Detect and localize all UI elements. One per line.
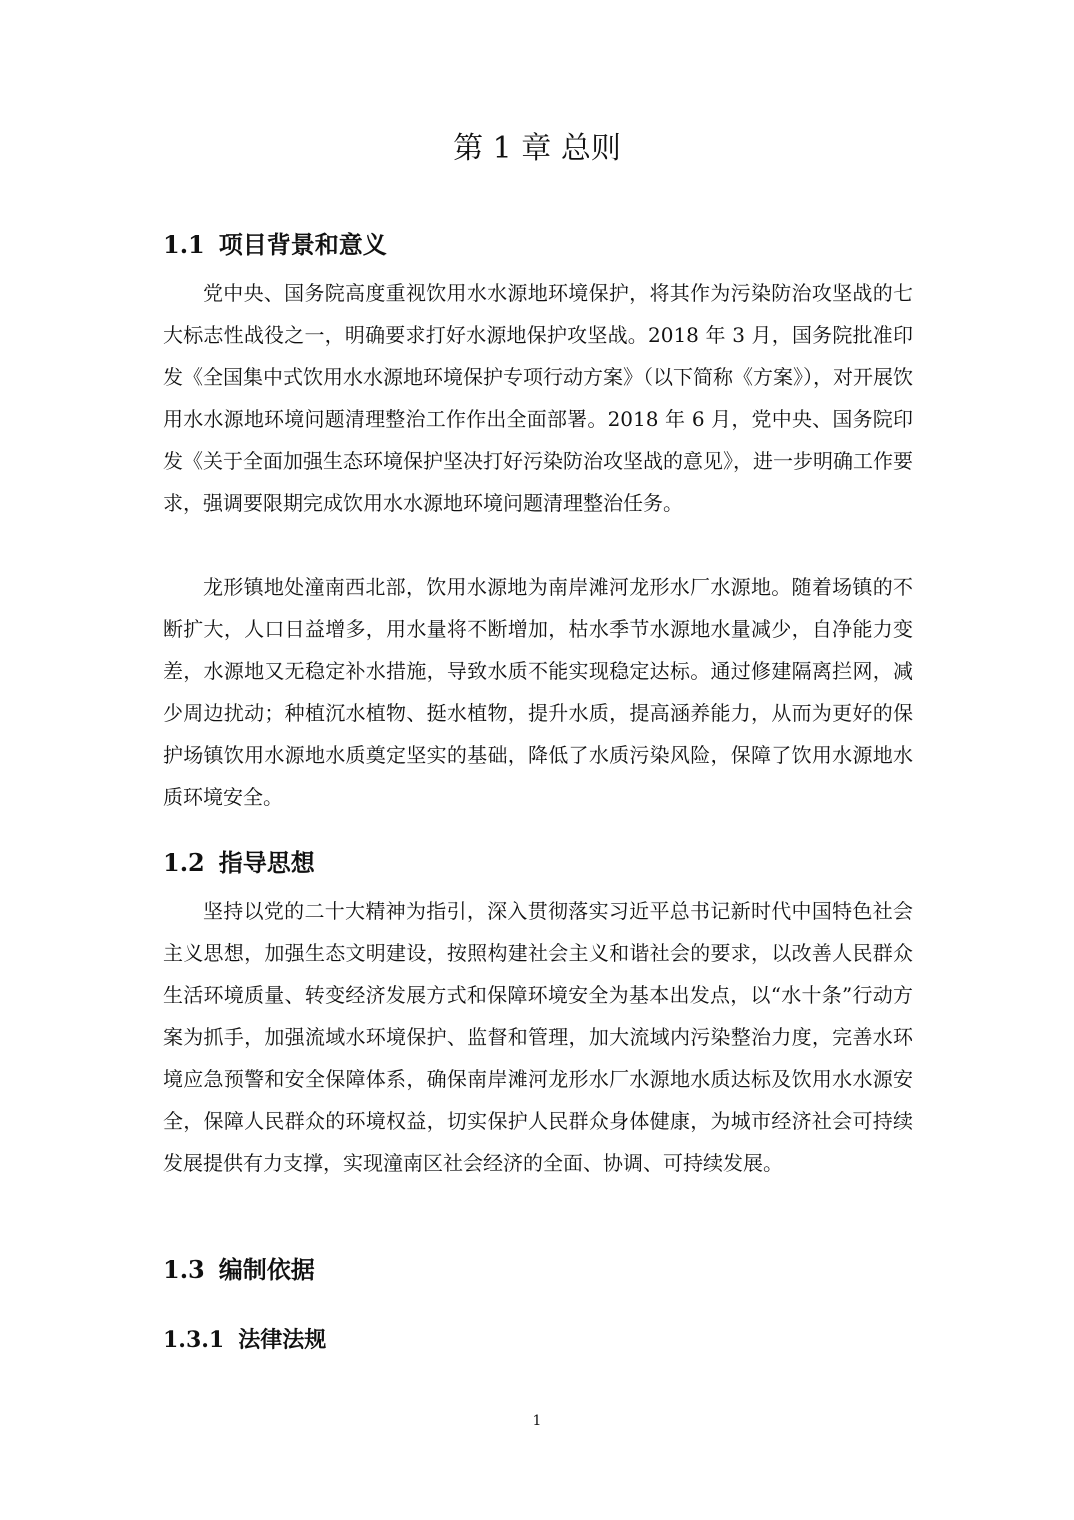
section-heading-1-3 (163, 1250, 315, 1290)
section-number: 1.1 (163, 230, 205, 259)
subsection-title: 法律法规 (238, 1327, 327, 1353)
subsection-number: 1.3.1 (163, 1327, 225, 1353)
paragraph-guiding-ideology: 坚持以党的二十大精神为指引，深入贯彻落实习近平总书记新时代中国特色社会主义思想，加强生态文明建设，按照构建社会主义和谐社会的要求，以改善人民群众生活环境质量、转变经济发展方式和保障环境安全为基本出发点，以“水十条”行动方案为抓手，加强流域水环境保护、监督和管理，加大流域内污染整治力度，完善水环境应急预警和安全保障体系，确保南岸滩河龙形水厂水源地水质达标及饮用水水源安全，保障人民群众的环境权益，切实保护人民群众身体健康，为城市经济社会可持续发展提供有力支撑，实现潼南区社会经济的全面、协调、可持续发展。 (163, 899, 913, 1175)
paragraph-background: 党中央、国务院高度重视饮用水水源地环境保护，将其作为污染防治攻坚战的七大标志性战役之一，明确要求打好水源地保护攻坚战。2018 年 3 月，国务院批准印发《全国集中式饮用水水源地环境保护专项行动方案》（以下简称《方案》），对开展饮用水水源地环境问题清理整治工作作出全面部署。2018 年 6 月，党中央、国务院印发《关于全面加强生态环境保护坚决打好污染防治攻坚战的意见》，进一步明确工作要求，强调要限期完成饮用水水源地环境问题清理整治任务。 (163, 281, 913, 515)
page-number: 1 (532, 1413, 542, 1429)
section-title: 编制依据 (218, 1255, 315, 1284)
section-number: 1.2 (163, 848, 205, 877)
section-heading-1-1 (163, 225, 387, 265)
subsection-heading-1-3-1 (163, 1320, 326, 1360)
paragraph-longxing-town: 龙形镇地处潼南西北部，饮用水源地为南岸滩河龙形水厂水源地。随着场镇的不断扩大，人口日益增多，用水量将不断增加，枯水季节水源地水量减少，自净能力变差，水源地又无稳定补水措施，导致水质不能实现稳定达标。通过修建隔离拦网，减少周边扰动；种植沉水植物、挺水植物，提升水质，提高涵养能力，从而为更好的保护场镇饮用水源地水质奠定坚实的基础，降低了水质污染风险，保障了饮用水源地水质环境安全。 (163, 575, 913, 809)
section-title: 项目背景和意义 (218, 230, 387, 259)
section-heading-1-2 (163, 843, 315, 883)
chapter-title: 第 1 章 总则 (453, 131, 621, 166)
section-number: 1.3 (163, 1255, 205, 1284)
section-title: 指导思想 (218, 848, 315, 877)
